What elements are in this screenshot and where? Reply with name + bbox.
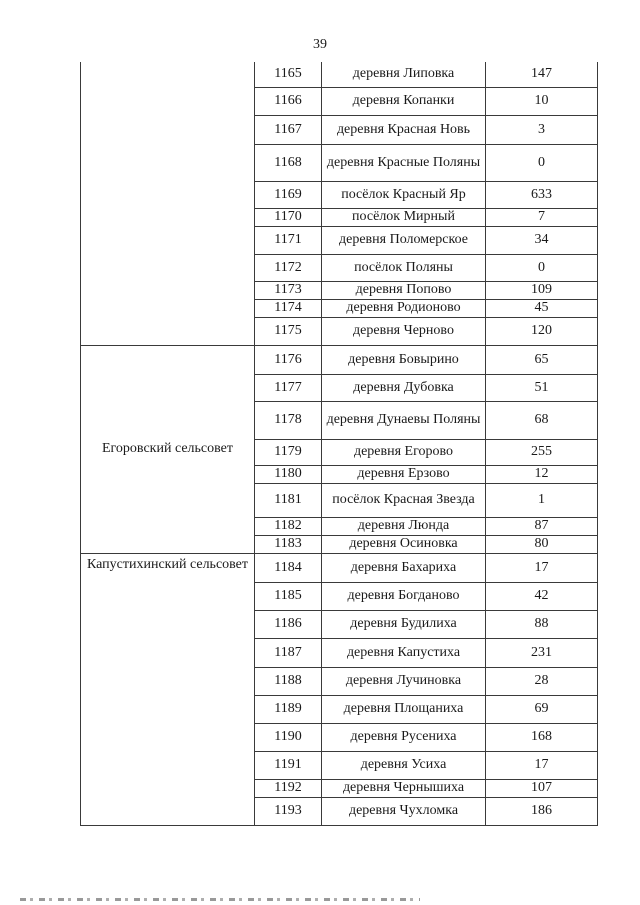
settlements-table xyxy=(80,62,598,826)
settlement-name-cell: деревня Попово xyxy=(322,281,486,299)
settlement-name-cell: деревня Площаниха xyxy=(322,695,486,723)
row-number-cell: 1167 xyxy=(255,115,322,144)
settlement-name-cell: деревня Богданово xyxy=(322,582,486,610)
population-cell: 109 xyxy=(486,281,598,299)
settlement-name-cell: деревня Бахариха xyxy=(322,553,486,582)
row-number-cell: 1184 xyxy=(255,553,322,582)
council-name-cell xyxy=(81,62,255,345)
population-cell: 45 xyxy=(486,299,598,317)
settlement-name-cell: деревня Черново xyxy=(322,317,486,345)
row-number-cell: 1185 xyxy=(255,582,322,610)
settlement-name-cell: деревня Родионово xyxy=(322,299,486,317)
population-cell: 17 xyxy=(486,751,598,779)
population-cell: 34 xyxy=(486,226,598,254)
council-name-cell: Капустихинский сельсовет xyxy=(81,553,255,825)
settlement-name-cell: деревня Люнда xyxy=(322,517,486,535)
population-cell: 88 xyxy=(486,610,598,638)
settlement-name-cell: деревня Копанки xyxy=(322,87,486,115)
row-number-cell: 1192 xyxy=(255,779,322,797)
population-cell: 147 xyxy=(486,62,598,87)
row-number-cell: 1191 xyxy=(255,751,322,779)
settlement-name-cell: посёлок Красный Яр xyxy=(322,181,486,208)
row-number-cell: 1188 xyxy=(255,667,322,695)
population-cell: 633 xyxy=(486,181,598,208)
settlement-name-cell: деревня Бовырино xyxy=(322,345,486,374)
row-number-cell: 1180 xyxy=(255,465,322,483)
settlement-name-cell: посёлок Красная Звезда xyxy=(322,483,486,517)
row-number-cell: 1181 xyxy=(255,483,322,517)
population-cell: 3 xyxy=(486,115,598,144)
table-row xyxy=(81,62,598,87)
table-row xyxy=(81,553,598,582)
settlement-name-cell: деревня Чухломка xyxy=(322,797,486,825)
settlement-name-cell: деревня Поломерское xyxy=(322,226,486,254)
row-number-cell: 1189 xyxy=(255,695,322,723)
settlement-name-cell: деревня Чернышиха xyxy=(322,779,486,797)
settlement-name-cell: деревня Красные Поляны xyxy=(322,144,486,181)
settlement-name-cell: деревня Русениха xyxy=(322,723,486,751)
population-cell: 0 xyxy=(486,254,598,281)
row-number-cell: 1190 xyxy=(255,723,322,751)
scan-artifact xyxy=(20,898,420,901)
population-cell: 168 xyxy=(486,723,598,751)
row-number-cell: 1174 xyxy=(255,299,322,317)
population-cell: 107 xyxy=(486,779,598,797)
council-name-cell: Егоровский сельсовет xyxy=(81,345,255,553)
row-number-cell: 1176 xyxy=(255,345,322,374)
population-cell: 69 xyxy=(486,695,598,723)
settlement-name-cell: посёлок Мирный xyxy=(322,208,486,226)
settlements-table-body xyxy=(81,62,598,825)
population-cell: 87 xyxy=(486,517,598,535)
row-number-cell: 1183 xyxy=(255,535,322,553)
settlement-name-cell: деревня Будилиха xyxy=(322,610,486,638)
row-number-cell: 1170 xyxy=(255,208,322,226)
row-number-cell: 1165 xyxy=(255,62,322,87)
settlement-name-cell: деревня Усиха xyxy=(322,751,486,779)
row-number-cell: 1168 xyxy=(255,144,322,181)
population-cell: 65 xyxy=(486,345,598,374)
population-cell: 1 xyxy=(486,483,598,517)
settlement-name-cell: деревня Лучиновка xyxy=(322,667,486,695)
row-number-cell: 1173 xyxy=(255,281,322,299)
row-number-cell: 1177 xyxy=(255,374,322,401)
population-cell: 51 xyxy=(486,374,598,401)
row-number-cell: 1175 xyxy=(255,317,322,345)
population-cell: 12 xyxy=(486,465,598,483)
settlement-name-cell: деревня Осиновка xyxy=(322,535,486,553)
row-number-cell: 1178 xyxy=(255,401,322,439)
population-cell: 17 xyxy=(486,553,598,582)
row-number-cell: 1193 xyxy=(255,797,322,825)
row-number-cell: 1171 xyxy=(255,226,322,254)
settlement-name-cell: деревня Капустиха xyxy=(322,638,486,667)
population-cell: 255 xyxy=(486,439,598,465)
settlement-name-cell: деревня Дубовка xyxy=(322,374,486,401)
population-cell: 7 xyxy=(486,208,598,226)
row-number-cell: 1186 xyxy=(255,610,322,638)
row-number-cell: 1179 xyxy=(255,439,322,465)
table-row xyxy=(81,345,598,374)
row-number-cell: 1182 xyxy=(255,517,322,535)
population-cell: 42 xyxy=(486,582,598,610)
settlement-name-cell: деревня Липовка xyxy=(322,62,486,87)
population-cell: 120 xyxy=(486,317,598,345)
row-number-cell: 1169 xyxy=(255,181,322,208)
page-number: 39 xyxy=(313,37,327,52)
row-number-cell: 1172 xyxy=(255,254,322,281)
population-cell: 186 xyxy=(486,797,598,825)
population-cell: 80 xyxy=(486,535,598,553)
population-cell: 231 xyxy=(486,638,598,667)
population-cell: 28 xyxy=(486,667,598,695)
settlement-name-cell: посёлок Поляны xyxy=(322,254,486,281)
population-cell: 10 xyxy=(486,87,598,115)
settlement-name-cell: деревня Егорово xyxy=(322,439,486,465)
settlement-name-cell: деревня Дунаевы Поляны xyxy=(322,401,486,439)
row-number-cell: 1187 xyxy=(255,638,322,667)
settlement-name-cell: деревня Красная Новь xyxy=(322,115,486,144)
settlement-name-cell: деревня Ерзово xyxy=(322,465,486,483)
population-cell: 68 xyxy=(486,401,598,439)
row-number-cell: 1166 xyxy=(255,87,322,115)
population-cell: 0 xyxy=(486,144,598,181)
